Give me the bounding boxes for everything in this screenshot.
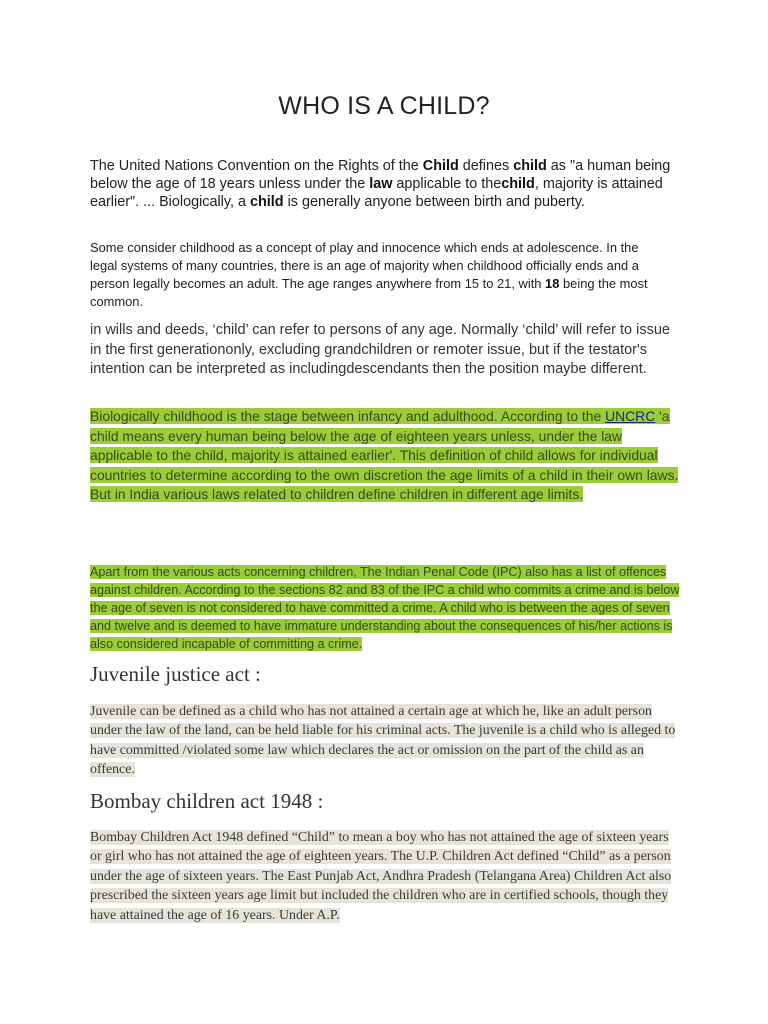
heading-bombay-children-act: Bombay children act 1948 : [90,789,324,813]
paragraph-juvenile [90,702,680,780]
paragraph-wills-and-deeds: in wills and deeds, ‘child’ can refer to persons of any age. Normally ‘child’ will refer to issue in the first generationonly, excluding grandchildren or remoter issue, but if the testator's intention can be interpreted as includingdescendants then the position maybe different. [90,322,670,377]
text-run: 'a child means every human being below the age of eighteen years unless, under the law applicable to the child, majority is attained earlier'. This definition of child allows for individual countries to determine according to the own discretion the age limits of a child in their own laws. But in India various laws related to children define children in different age limits. [90,408,679,502]
page-title: WHO IS A CHILD? [278,92,490,120]
bold-text: 18 [545,276,560,291]
text-run: is generally anyone between birth and puberty. [283,194,585,210]
paragraph-bombay-act [90,828,680,925]
highlighted-text [90,408,678,502]
highlighted-text: Bombay Children Act 1948 defined “Child” to mean a boy who has not attained the age of sixteen years or girl who has not attained the age of eighteen years. The U.P. Children Act defined “Child” as a person under the age of sixteen years. The East Punjab Act, Andhra Pradesh (Telangana Area) Children Act also prescribed the sixteen years age limit but included the children who are in certified schools, though they have attained the age of 16 years. Under A.P. [90,830,672,923]
paragraph-un-definition [90,157,680,211]
highlighted-text: Juvenile can be defined as a child who has not attained a certain age at which he, like an adult person under the law of the land, can be held liable for his criminal acts. The juvenile is a child who is alleged to have committed /violated some law which declares the act or omission on the part of the child as an offence. [90,704,676,778]
bold-text: child [513,158,547,174]
text-run: defines [458,158,514,174]
text-run: applicable to the [392,176,502,192]
paragraph-uncrc [90,407,680,505]
uncrc-link[interactable]: UNCRC [605,408,656,424]
bold-text: law [369,176,393,192]
text-run: as "a human being below the age of 18 years unless under the [90,158,671,192]
text-run: , majority is attained earlier". ... Biologically, a [90,176,663,210]
heading-juvenile-justice-act: Juvenile justice act : [90,662,261,686]
text-run: Biologically childhood is the stage between infancy and adulthood. According to the [90,408,606,424]
text-run: Some consider childhood as a concept of play and innocence which ends at adolescence. In the legal systems of many countries, there is an age of majority when childhood officially ends and a person legally becomes an adult. The age ranges anywhere from 15 to 21, with [90,240,639,291]
text-run: being the most common. [90,276,648,309]
bold-text: Child [422,158,459,174]
bold-text: child [250,194,284,210]
paragraph-age-of-majority [90,239,664,311]
text-run: The United Nations Convention on the Rights of the [90,158,423,174]
paragraph-ipc [90,563,682,653]
highlighted-text: Apart from the various acts concerning children, The Indian Penal Code (IPC) also has a list of offences against children. According to the sections 82 and 83 of the IPC a child who commits a crime and is below the age of seven is not considered to have committed a crime. A child who is between the ages of seven and twelve and is deemed to have immature understanding about the consequences of his/her actions is also considered incapable of committing a crime. [90,565,680,651]
bold-text: child [501,176,535,192]
